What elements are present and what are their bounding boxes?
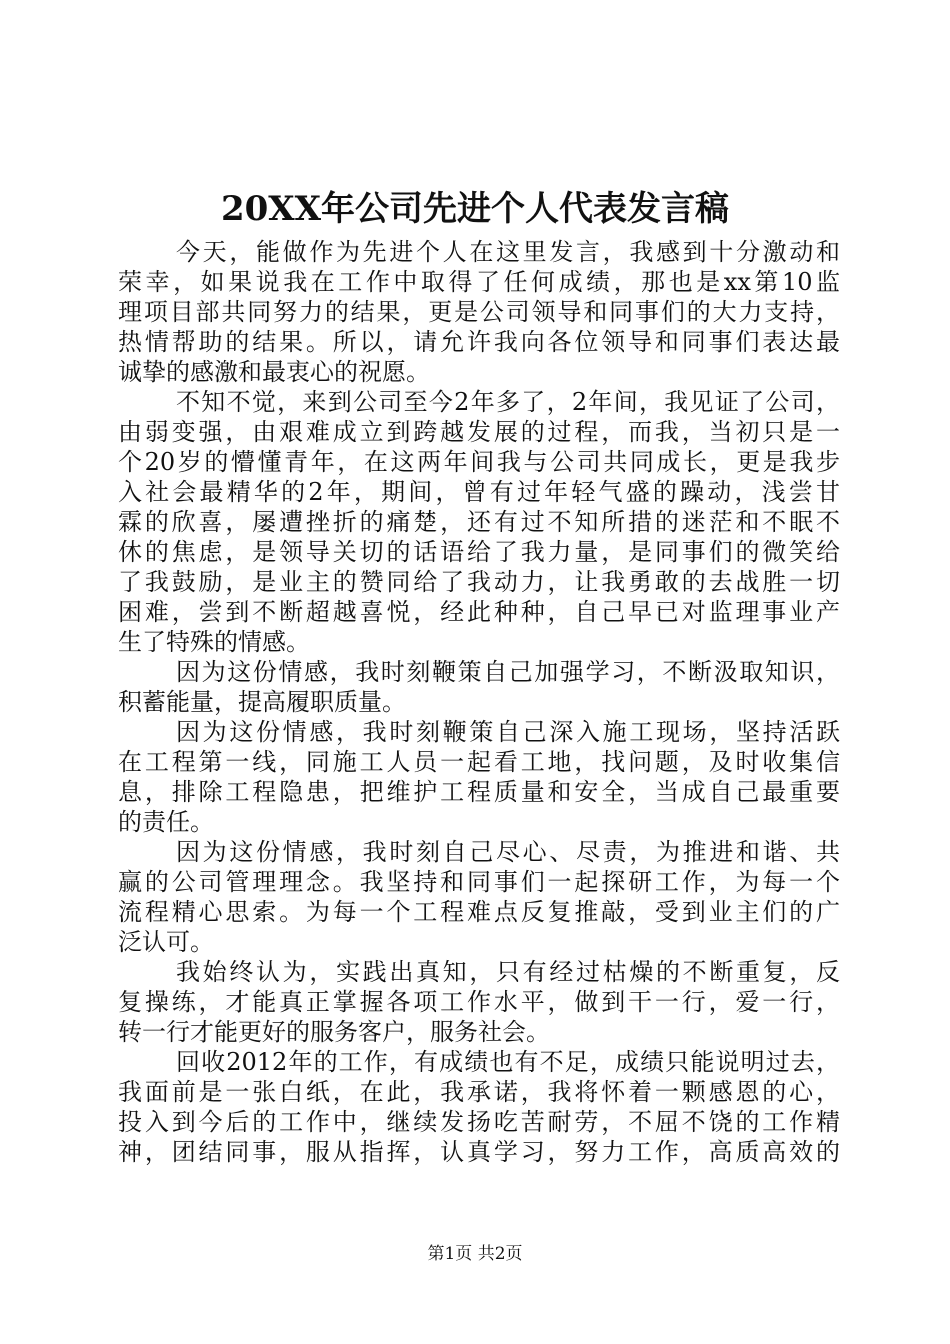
paragraph [118, 387, 840, 657]
text-line: 入社会最精华的2年，期间，曾有过年轻气盛的躁动，浅尝甘 [118, 478, 840, 506]
text-line: 诚挚的感激和最衷心的祝愿。 [118, 358, 430, 386]
text-line: 的责任。 [118, 808, 214, 836]
text-line: 热情帮助的结果。所以，请允许我向各位领导和同事们表达最 [118, 328, 840, 356]
paragraph [118, 237, 840, 387]
text-line: 由弱变强，由艰难成立到跨越发展的过程，而我，当初只是一 [118, 418, 840, 446]
text-line: 荣幸，如果说我在工作中取得了任何成绩，那也是xx第10监 [118, 268, 840, 296]
document-body [118, 237, 840, 1167]
text-line: 困难，尝到不断超越喜悦，经此种种，自己早已对监理事业产 [118, 598, 840, 626]
page-number-footer: 第1页 共2页 [427, 1244, 523, 1264]
text-line: 复操练，才能真正掌握各项工作水平，做到干一行，爱一行， [118, 988, 840, 1016]
text-line: 因为这份情感，我时刻鞭策自己深入施工现场，坚持活跃 [176, 718, 840, 746]
text-line: 休的焦虑，是领导关切的话语给了我力量，是同事们的微笑给 [118, 538, 840, 566]
text-line: 了我鼓励，是业主的赞同给了我动力，让我勇敢的去战胜一切 [118, 568, 840, 596]
text-line: 积蓄能量，提高履职质量。 [118, 688, 406, 716]
paragraph [118, 837, 840, 957]
text-line: 今天，能做作为先进个人在这里发言，我感到十分激动和 [176, 238, 840, 266]
text-line: 在工程第一线，同施工人员一起看工地，找问题，及时收集信 [118, 748, 840, 776]
text-line: 投入到今后的工作中，继续发扬吃苦耐劳，不屈不饶的工作精 [118, 1108, 840, 1136]
text-line: 霖的欣喜，屡遭挫折的痛楚，还有过不知所措的迷茫和不眠不 [118, 508, 840, 536]
text-line: 生了特殊的情感。 [118, 628, 310, 656]
text-line: 息，排除工程隐患，把维护工程质量和安全，当成自己最重要 [118, 778, 840, 806]
text-line: 不知不觉，来到公司至今2年多了，2年间，我见证了公司， [176, 388, 840, 416]
paragraph [118, 657, 840, 717]
paragraph [118, 957, 840, 1047]
text-line: 回收2012年的工作，有成绩也有不足，成绩只能说明过去， [176, 1048, 840, 1076]
text-line: 泛认可。 [118, 928, 214, 956]
text-line: 理项目部共同努力的结果，更是公司领导和同事们的大力支持， [118, 298, 840, 326]
text-line: 因为这份情感，我时刻鞭策自己加强学习，不断汲取知识， [176, 658, 840, 686]
document-title: 20XX年公司先进个人代表发言稿 [220, 189, 730, 229]
text-line: 因为这份情感，我时刻自己尽心、尽责，为推进和谐、共 [176, 838, 840, 866]
text-line: 我始终认为，实践出真知，只有经过枯燥的不断重复，反 [176, 958, 840, 986]
text-line: 流程精心思索。为每一个工程难点反复推敲，受到业主们的广 [118, 898, 840, 926]
text-line: 赢的公司管理理念。我坚持和同事们一起探研工作，为每一个 [118, 868, 840, 896]
paragraph [118, 1047, 840, 1167]
text-line: 个20岁的懵懂青年，在这两年间我与公司共同成长，更是我步 [118, 448, 840, 476]
text-line: 神，团结同事，服从指挥，认真学习，努力工作，高质高效的 [118, 1138, 840, 1166]
text-line: 我面前是一张白纸，在此，我承诺，我将怀着一颗感恩的心， [118, 1078, 840, 1106]
text-line: 转一行才能更好的服务客户，服务社会。 [118, 1018, 550, 1046]
paragraph [118, 717, 840, 837]
